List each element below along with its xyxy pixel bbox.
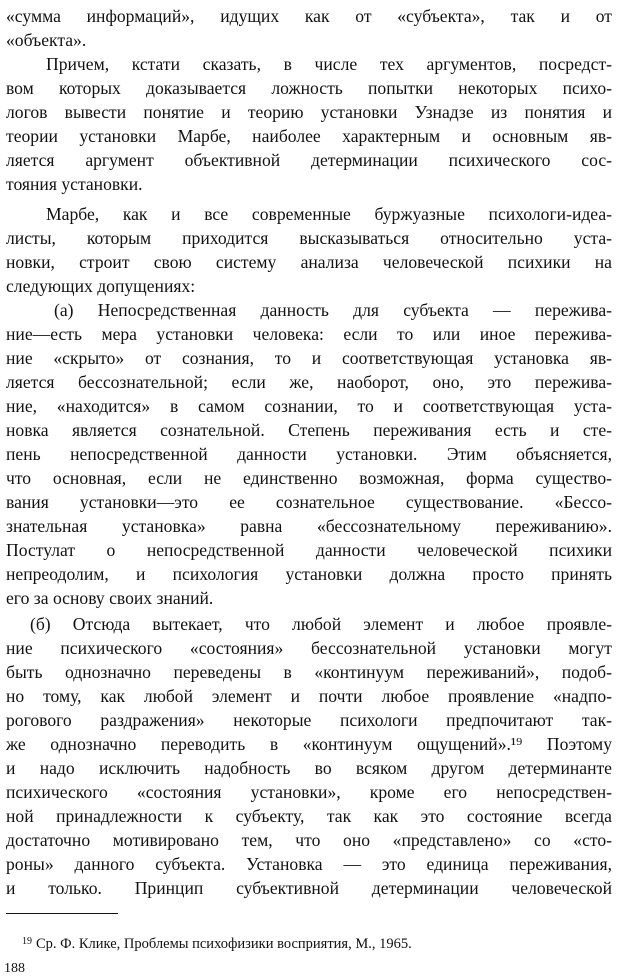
text-line: достаточно мотивировано тем, что оно «представлено» со «сто-	[6, 830, 612, 850]
text-line: что основная, если не единственно возможная, форма существо-	[6, 468, 612, 488]
text-line: роны» данного субъекта. Установка — это единица переживания,	[6, 854, 612, 874]
text-line: (а) Непосредственная данность для субъекта — пережива-	[54, 300, 612, 320]
text-line: знательная установка» равна «бессознательному переживанию».	[6, 516, 612, 536]
text-line: ляется аргумент объективной детерминации психического сос-	[6, 150, 612, 170]
text-line: Постулат о непосредственной данности человеческой психики	[6, 540, 612, 560]
text-line: его за основу своих знаний.	[6, 588, 214, 608]
text-line: «объекта».	[6, 30, 87, 50]
text-line: ной принадлежности к субъекту, так как это состояние всегда	[6, 806, 612, 826]
text-line: Марбе, как и все современные буржуазные психологи-идеа-	[46, 204, 612, 224]
text-line: вом которых доказывается ложность попытки некоторых психо-	[6, 78, 612, 98]
text-line: пень непосредственной данности установки. Этим объясняется,	[6, 444, 612, 464]
text-line: рогового раздражения» некоторые психологи предпочитают так-	[6, 710, 612, 730]
text-line: ние психического «состояния» бессознательной установки могут	[6, 638, 612, 658]
text-line: но тому, как любой элемент и почти любое проявление «надпо-	[6, 686, 612, 706]
text-line: непреодолим, и психология установки должна просто принять	[6, 564, 612, 584]
footnote-marker: 19	[22, 936, 32, 947]
text-line: психического «состояния установки», кроме его непосредствен-	[6, 782, 612, 802]
text-line: ние, «находится» в самом сознании, то и соответствующая уста-	[6, 396, 612, 416]
text-line: и надо исключить надобность во всяком другом детерминанте	[6, 758, 612, 778]
text-line: и только. Принцип субъективной детерминации человеческой	[6, 878, 612, 898]
text-line: Причем, кстати сказать, в числе тех аргументов, посредст-	[46, 54, 612, 74]
footnote	[22, 933, 612, 953]
text-line: логов вывести понятие и теорию установки Узнадзе из понятия и	[6, 102, 612, 122]
text-line: вания установки—это ее сознательное существование. «Бессо-	[6, 492, 612, 512]
text-line: ние—есть мера установки человека: если то или иное пережива-	[6, 324, 612, 344]
text-line: тояния установки.	[6, 174, 143, 194]
text-line: ляется бессознательной; если же, наоборот, оно, это пережива-	[6, 372, 612, 392]
text-line: новки, строит свою систему анализа человеческой психики на	[6, 252, 612, 272]
text-line: же однозначно переводить в «континуум ощущений».¹⁹ Поэтому	[6, 734, 612, 754]
text-line: новка является сознательной. Степень переживания есть и сте-	[6, 420, 612, 440]
text-line: ние «скрыто» от сознания, то и соответствующая установка яв-	[6, 348, 612, 368]
text-line: следующих допущениях:	[6, 276, 196, 296]
text-line: (б) Отсюда вытекает, что любой элемент и любое проявле-	[30, 614, 612, 634]
text-line: быть однозначно переведены в «континуум переживаний», подоб-	[6, 662, 612, 682]
text-line: теории установки Марбе, наиболее характерным и основным яв-	[6, 126, 612, 146]
footnote-divider	[6, 913, 118, 914]
text-line: листы, которым приходится высказываться относительно уста-	[6, 228, 612, 248]
page-number: 188	[4, 961, 25, 976]
text-line: «сумма информаций», идущих как от «субъекта», так и от	[6, 6, 612, 26]
footnote-text: Ср. Ф. Клике, Проблемы психофизики восприятия, М., 1965.	[36, 936, 412, 952]
